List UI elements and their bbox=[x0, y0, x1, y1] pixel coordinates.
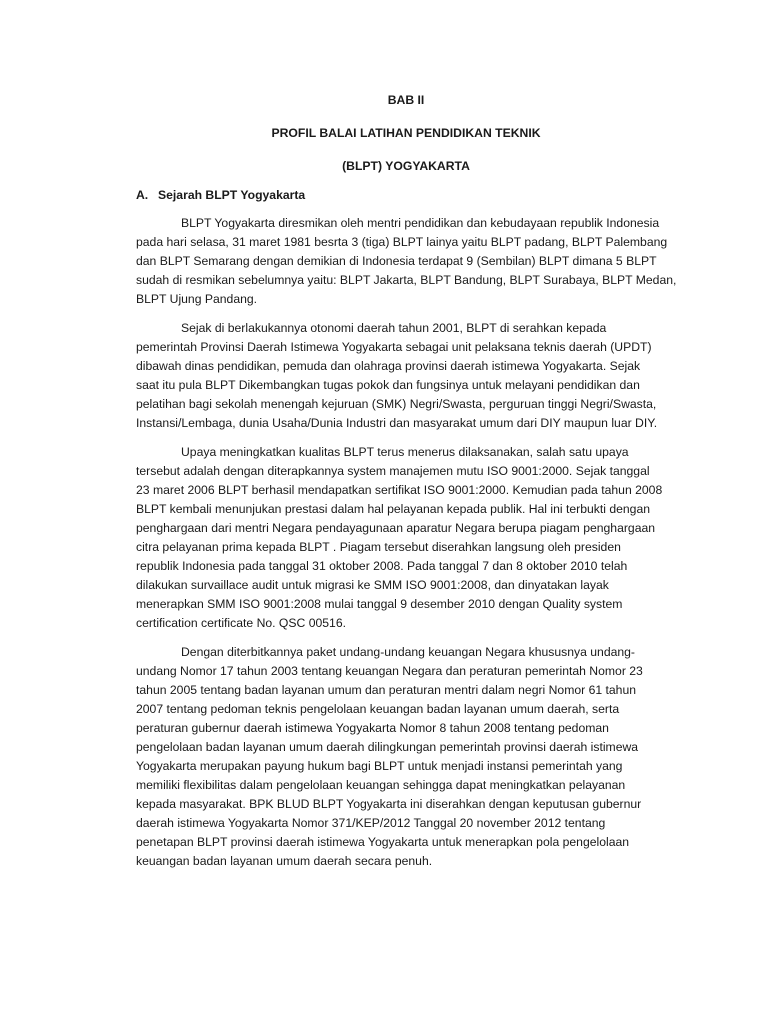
paragraph-line: pelatihan bagi sekolah menengah kejuruan (SMK) Negri/Swasta, perguruan tinggi Negri/Swasta, bbox=[136, 397, 657, 411]
chapter-heading: BAB II bbox=[387, 93, 425, 107]
paragraph-4 bbox=[136, 643, 676, 871]
paragraph-line: pada hari selasa, 31 maret 1981 besrta 3 (tiga) BLPT lainya yaitu BLPT padang, BLPT Palembang bbox=[136, 235, 668, 249]
document-title-line-1: PROFIL BALAI LATIHAN PENDIDIKAN TEKNIK bbox=[271, 126, 541, 140]
paragraph-line: memiliki flexibilitas dalam pengelolaan keuangan sehingga dapat meningkatkan pelayanan bbox=[136, 778, 626, 792]
document-title-line-2: (BLPT) YOGYAKARTA bbox=[342, 159, 470, 173]
paragraph-line: BLPT kembali menunjukan prestasi dalam hal pelayanan kepada publik. Hal ini terbukti dengan bbox=[136, 502, 650, 516]
paragraph-line: Dengan diterbitkannya paket undang-undang keuangan Negara khususnya undang- bbox=[181, 645, 635, 659]
paragraph-2 bbox=[136, 319, 676, 433]
section-title: Sejarah BLPT Yogyakarta bbox=[158, 188, 306, 202]
paragraph-line: sudah di resmikan sebelumnya yaitu: BLPT Jakarta, BLPT Bandung, BLPT Surabaya, BLPT Medan, bbox=[136, 273, 677, 287]
paragraph-line: undang Nomor 17 tahun 2003 tentang keuangan Negara dan peraturan pemerintah Nomor 23 bbox=[136, 664, 643, 678]
paragraph-line: Instansi/Lembaga, dunia Usaha/Dunia Industri dan masyarakat umum dari DIY maupun luar DIY. bbox=[136, 416, 658, 430]
paragraph-line: peraturan gubernur daerah istimewa Yogyakarta Nomor 8 tahun 2008 tentang pedoman bbox=[136, 721, 609, 735]
paragraph-line: Upaya meningkatkan kualitas BLPT terus menerus dilaksanakan, salah satu upaya bbox=[181, 445, 629, 459]
paragraph-line: BLPT Ujung Pandang. bbox=[136, 292, 258, 306]
paragraph-line: kepada masyarakat. BPK BLUD BLPT Yogyakarta ini diserahkan dengan keputusan gubernur bbox=[136, 797, 642, 811]
section-heading bbox=[136, 187, 676, 203]
paragraph-line: penghargaan dari mentri Negara pendayagunaan aparatur Negara berupa piagam penghargaan bbox=[136, 521, 656, 535]
paragraph-line: 23 maret 2006 BLPT berhasil mendapatkan sertifikat ISO 9001:2000. Kemudian pada tahun 2008 bbox=[136, 483, 663, 497]
paragraph-line: 2007 tentang pedoman teknis pengelolaan keuangan badan layanan umum daerah, serta bbox=[136, 702, 620, 716]
paragraph-line: Sejak di berlakukannya otonomi daerah tahun 2001, BLPT di serahkan kepada bbox=[181, 321, 607, 335]
paragraph-line: BLPT Yogyakarta diresmikan oleh mentri pendidikan dan kebudayaan republik Indonesia bbox=[181, 216, 660, 230]
paragraph-line: tahun 2005 tentang badan layanan umum dan peraturan mentri dalam negri Nomor 61 tahun bbox=[136, 683, 637, 697]
paragraph-line: penetapan BLPT provinsi daerah istimewa Yogyakarta untuk menerapkan pola pengelolaan bbox=[136, 835, 630, 849]
paragraph-line: dan BLPT Semarang dengan demikian di Indonesia terdapat 9 (Sembilan) BLPT dimana 5 BLPT bbox=[136, 254, 657, 268]
paragraph-line: dilakukan survaillace audit untuk migrasi ke SMM ISO 9001:2008, dan dinyatakan layak bbox=[136, 578, 609, 592]
paragraph-line: pengelolaan badan layanan umum daerah dilingkungan pemerintah provinsi daerah istimewa bbox=[136, 740, 639, 754]
paragraph-line: saat itu pula BLPT Dikembangkan tugas pokok dan fungsinya untuk melayani pendidikan dan bbox=[136, 378, 640, 392]
document-body bbox=[136, 92, 676, 871]
paragraph-line: tersebut adalah dengan diterapkannya system manajemen mutu ISO 9001:2000. Sejak tanggal bbox=[136, 464, 650, 478]
paragraph-3 bbox=[136, 443, 676, 633]
paragraph-line: daerah istimewa Yogyakarta Nomor 371/KEP/2012 Tanggal 20 november 2012 tentang bbox=[136, 816, 606, 830]
paragraph-line: citra pelayanan prima kepada BLPT . Piagam tersebut diserahkan langsung oleh presiden bbox=[136, 540, 621, 554]
paragraph-line: republik Indonesia pada tanggal 31 oktober 2008. Pada tanggal 7 dan 8 oktober 2010 telah bbox=[136, 559, 628, 573]
paragraph-1 bbox=[136, 214, 676, 309]
paragraph-line: Yogyakarta merupakan payung hukum bagi BLPT untuk menjadi instansi pemerintah yang bbox=[136, 759, 623, 773]
paragraph-line: certification certificate No. QSC 00516. bbox=[136, 616, 346, 630]
paragraph-line: dibawah dinas pendidikan, pemuda dan olahraga provinsi daerah istimewa Yogyakarta. Sejak bbox=[136, 359, 641, 373]
section-letter: A. bbox=[136, 188, 149, 202]
paragraph-line: menerapkan SMM ISO 9001:2008 mulai tanggal 9 desember 2010 dengan Quality system bbox=[136, 597, 623, 611]
paragraph-line: keuangan badan layanan umum daerah secara penuh. bbox=[136, 854, 433, 868]
paragraph-line: pemerintah Provinsi Daerah Istimewa Yogyakarta sebagai unit pelaksana teknis daerah (UPDT) bbox=[136, 340, 652, 354]
